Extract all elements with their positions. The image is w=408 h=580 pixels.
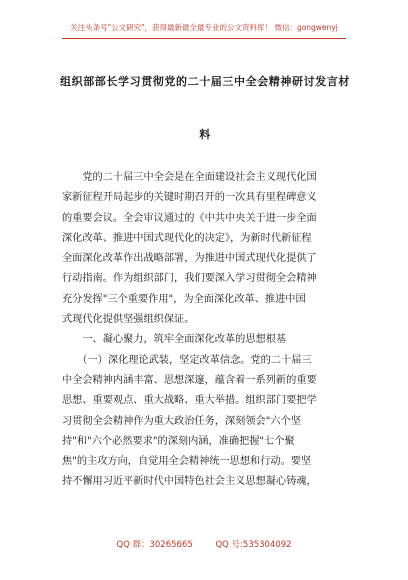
header-banner: 关注头条号"公文研究"，获得最新最全最专业的公文资料库！ 微信：gongwenyj [70, 23, 338, 32]
text-line: 全面深化改革作出战略部署，为推进中国式现代化提供了 [62, 253, 317, 265]
text-line: 党的二十届三中全会是在全面建设社会主义现代化国 [62, 172, 317, 183]
header-divider [62, 38, 346, 39]
text-line: 一、凝心聚力，筑牢全面深化改革的思想根基 [62, 334, 287, 346]
qq-number-label: QQ 号:535304092 [215, 540, 292, 550]
text-line: 式现代化提供坚强组织保证。 [62, 314, 195, 326]
text-line: 充分发挥"三个重要作用"，为全面深化改革、推进中国 [62, 293, 306, 305]
text-line: 的重要会议。全会审议通过的《中共中央关于进一步全面 [62, 212, 317, 224]
text-line: 家新征程开局起步的关键时期召开的一次具有里程碑意义 [62, 192, 317, 204]
document-body [62, 168, 346, 493]
text-line: 习贯彻全会精神作为重大政治任务，深刻领会"六个坚 [62, 415, 301, 427]
footer-contact [0, 538, 408, 550]
paragraph-intro [62, 168, 346, 330]
section-heading [62, 330, 346, 350]
text-line: 思想、重要观点、重大战略、重大举措。组织部门要把学 [62, 395, 317, 407]
text-line: 焦"的主攻方向，自觉用全会精神统一思想和行动。要坚 [62, 456, 312, 468]
text-line: 行动指南。作为组织部门，我们要深入学习贯彻全会精神 [62, 273, 317, 285]
qq-group-label: QQ 群：30265665 [116, 540, 193, 550]
text-line: 持"和"六个必然要求"的深刻内涵，准确把握"七个聚 [62, 435, 295, 447]
text-line: 中全会精神内涵丰富、思想深邃，蕴含着一系列新的重要 [62, 374, 317, 386]
paragraph-subsection [62, 351, 346, 493]
text-line: 持不懈用习近平新时代中国特色社会主义思想凝心铸魂， [62, 476, 317, 488]
document-title-continued: 料 [199, 128, 211, 141]
text-line: （一）深化理论武装，坚定改革信念。党的二十届三 [62, 354, 312, 366]
document-title: 组织部部长学习贯彻党的二十届三中全会精神研讨发言材 [60, 75, 350, 88]
text-line: 深化改革、推进中国式现代化的决定》，为新时代新征程 [62, 232, 312, 244]
